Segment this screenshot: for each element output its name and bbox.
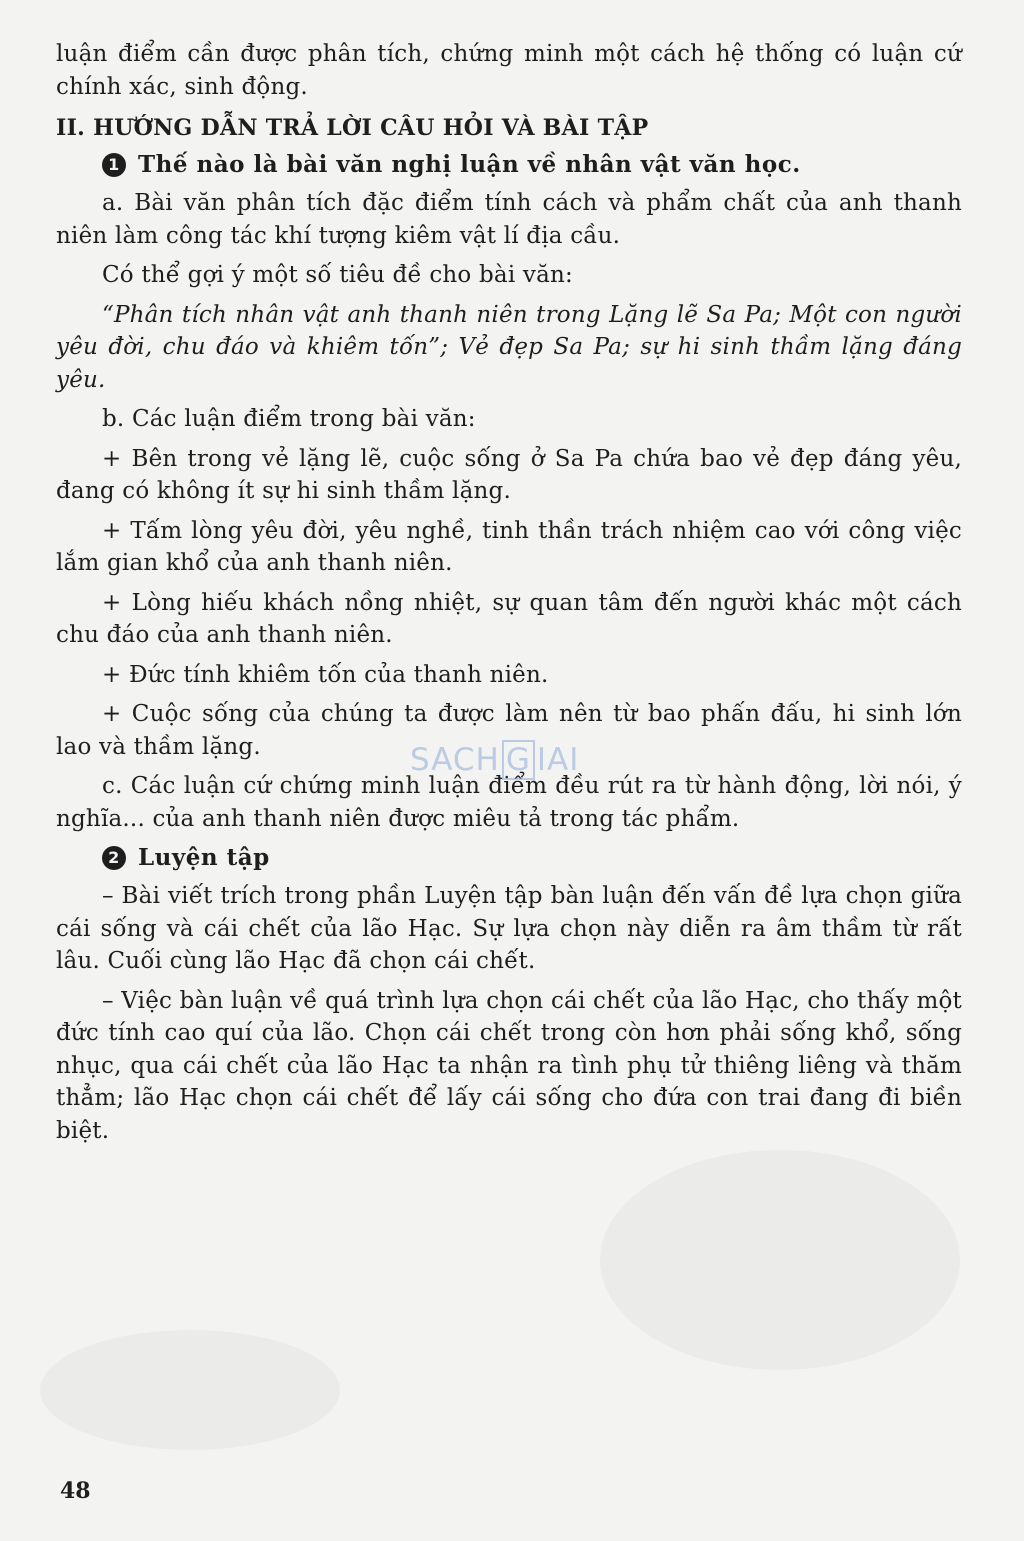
watermark-text-left: SACH bbox=[410, 742, 500, 778]
b-point: + Tấm lòng yêu đời, yêu nghề, tinh thần trách nhiệm cao với công việc lắm gian khổ của anh thanh niên. bbox=[56, 517, 962, 576]
question-1-title bbox=[102, 149, 962, 181]
b-point: + Đức tính khiêm tốn của thanh niên. bbox=[102, 661, 549, 688]
section-heading: II. HƯỚNG DẪN TRẢ LỜI CÂU HỎI VÀ BÀI TẬP bbox=[56, 115, 649, 141]
suggested-titles: “Phân tích nhân vật anh thanh niên trong Lặng lẽ Sa Pa; Một con người yêu đời, chu đáo và khiêm tốn”; Vẻ đẹp Sa Pa; sự hi sinh thầm lặng đáng yêu. bbox=[56, 301, 962, 393]
number-1-badge-icon: 1 bbox=[102, 153, 126, 177]
question-2-title-text: Luyện tập bbox=[138, 844, 270, 871]
b-point: + Bên trong vẻ lặng lẽ, cuộc sống ở Sa Pa chứa bao vẻ đẹp đáng yêu, đang có không ít sự hi sinh thầm lặng. bbox=[56, 445, 962, 504]
watermark-text-right: IAI bbox=[536, 742, 580, 778]
question-2-title bbox=[102, 842, 962, 874]
practice-paragraph: – Bài viết trích trong phần Luyện tập bàn luận đến vấn đề lựa chọn giữa cái sống và cái chết của lão Hạc. Sự lựa chọn này diễn ra âm thầm từ rất lâu. Cuối cùng lão Hạc đã chọn cái chết. bbox=[56, 883, 962, 974]
answer-b: b. Các luận điểm trong bài văn: bbox=[102, 406, 476, 432]
question-1-title-text: Thế nào là bài văn nghị luận về nhân vật văn học. bbox=[138, 151, 801, 178]
intro-paragraph: luận điểm cần được phân tích, chứng minh một cách hệ thống có luận cứ chính xác, sinh động. bbox=[56, 41, 962, 100]
answer-a: a. Bài văn phân tích đặc điểm tính cách và phẩm chất của anh thanh niên làm công tác khí tượng kiêm vật lí địa cầu. bbox=[56, 190, 962, 249]
practice-paragraph: – Việc bàn luận về quá trình lựa chọn cái chết của lão Hạc, cho thấy một đức tính cao quí của lão. Chọn cái chết trong còn hơn phải sống khổ, sống nhục, qua cái chết của lão Hạc ta nhận ra tình phụ tử thiêng liêng và thăm thẳm; lão Hạc chọn cái chết để lấy cái sống cho đứa con trai đang đi biền biệt. bbox=[56, 987, 962, 1144]
page-content bbox=[56, 38, 962, 1154]
b-point: + Cuộc sống của chúng ta được làm nên từ bao phấn đấu, hi sinh lớn lao và thầm lặng. bbox=[56, 701, 962, 760]
answer-c: c. Các luận cứ chứng minh luận điểm đều rút ra từ hành động, lời nói, ý nghĩa... của anh thanh niên được miêu tả trong tác phẩm. bbox=[56, 773, 962, 832]
page-number: 48 bbox=[60, 1478, 91, 1504]
watermark-g-icon: G bbox=[502, 740, 535, 780]
b-point: + Lòng hiếu khách nồng nhiệt, sự quan tâm đến người khác một cách chu đáo của anh thanh niên. bbox=[56, 589, 962, 648]
number-2-badge-icon: 2 bbox=[102, 846, 126, 870]
suggest-line: Có thể gợi ý một số tiêu đề cho bài văn: bbox=[102, 262, 573, 288]
